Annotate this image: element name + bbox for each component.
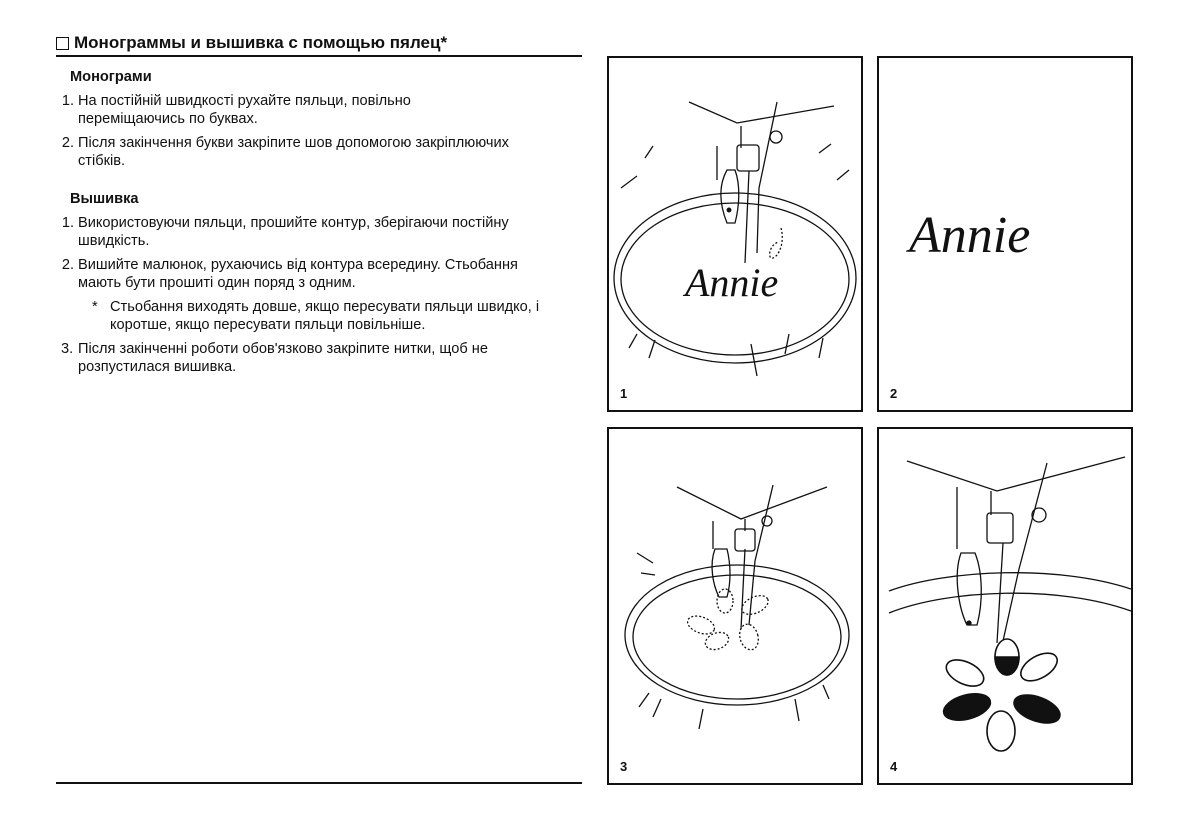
- figure-panel-4: [877, 427, 1133, 785]
- flower-petal: [942, 655, 988, 692]
- embroidery-step-3: [56, 340, 596, 376]
- thread-line: [749, 485, 773, 625]
- machine-arm-outline: [907, 457, 1125, 491]
- sewing-monogram-illustration: [609, 58, 861, 410]
- presser-foot-holder: [735, 529, 755, 551]
- presser-foot-holder: [987, 513, 1013, 543]
- figure-number: 1: [620, 386, 628, 401]
- step-number: 2.: [61, 135, 74, 151]
- monograms-step-1: [56, 92, 596, 128]
- embroidery-heading: Вышивка: [70, 191, 139, 207]
- flower-petal: [941, 689, 994, 725]
- section-title-row: [56, 33, 447, 53]
- presser-foot-holder: [737, 145, 759, 171]
- step-text: Після закінченні роботи обов'язково закріпите нитки, щоб не розпустилася вишивка.: [78, 341, 488, 375]
- step-text: На постійній швидкості рухайте пяльци, повільно переміщаючись по буквах.: [78, 93, 411, 127]
- dashed-stitch-path: [770, 228, 783, 258]
- step-text: Вишийте малюнок, рухаючись від контура всередину. Стьобання мають бути прошиті один поряд з одним.: [78, 257, 518, 291]
- sewing-flower-outline-illustration: [609, 429, 861, 783]
- tension-knob: [770, 131, 782, 143]
- needle-bar: [745, 171, 749, 263]
- hoop-outer-ring: [625, 565, 849, 705]
- hoop-outer-edge: [889, 573, 1131, 591]
- machine-arm-outline: [677, 487, 827, 519]
- step-number: 3.: [61, 341, 74, 357]
- top-rule: [56, 55, 582, 57]
- monogram-script: Annie: [909, 207, 1031, 264]
- monogram-script: Annie: [685, 260, 779, 305]
- figure-number: 3: [620, 759, 628, 774]
- presser-foot: [957, 553, 981, 625]
- sewing-flower-fill-illustration: [879, 429, 1131, 783]
- note-text: Стьобання виходять довше, якщо пересувати пяльци швидко, і коротше, якщо пересувати пяльци повільніше.: [110, 299, 540, 333]
- figure-number: 4: [890, 759, 898, 774]
- instructions-column: [56, 68, 596, 382]
- presser-foot: [721, 170, 739, 223]
- checkbox-icon: [56, 37, 69, 50]
- step-number: 1.: [61, 93, 74, 109]
- step-text: Використовуючи пяльци, прошийте контур, зберігаючи постійну швидкість.: [78, 215, 509, 249]
- figure-number: 2: [890, 386, 898, 401]
- embroidery-note: [92, 298, 596, 334]
- needle-bar: [741, 549, 745, 629]
- dashed-flower-outline: [685, 589, 771, 653]
- bottom-rule: [56, 782, 582, 784]
- monograms-step-2: [56, 134, 596, 170]
- figure-panel-2: [877, 56, 1133, 412]
- flower-petal: [1016, 647, 1062, 686]
- figure-panel-1: [607, 56, 863, 412]
- flower-petal: [1010, 690, 1063, 729]
- thread-line: [1003, 463, 1047, 641]
- flower-petal: [987, 711, 1015, 751]
- note-asterisk: *: [92, 299, 98, 315]
- step-text: Після закінчення букви закріпите шов допомогою закріплюючих стібків.: [78, 135, 509, 169]
- machine-arm-outline: [689, 102, 834, 123]
- flower-petal-filled-part: [995, 657, 1019, 675]
- monograms-heading: Монограми: [70, 69, 152, 85]
- finished-monogram-illustration: [879, 58, 1131, 410]
- embroidery-step-2: [56, 256, 596, 292]
- section-title: Монограммы и вышивка с помощью пялец*: [74, 33, 448, 52]
- hoop-inner-ring: [633, 575, 841, 699]
- embroidery-step-1: [56, 214, 596, 250]
- thread-line: [757, 102, 777, 253]
- figure-panel-3: [607, 427, 863, 785]
- embroidered-flower: [941, 639, 1064, 751]
- step-number: 2.: [61, 257, 74, 273]
- step-number: 1.: [61, 215, 74, 231]
